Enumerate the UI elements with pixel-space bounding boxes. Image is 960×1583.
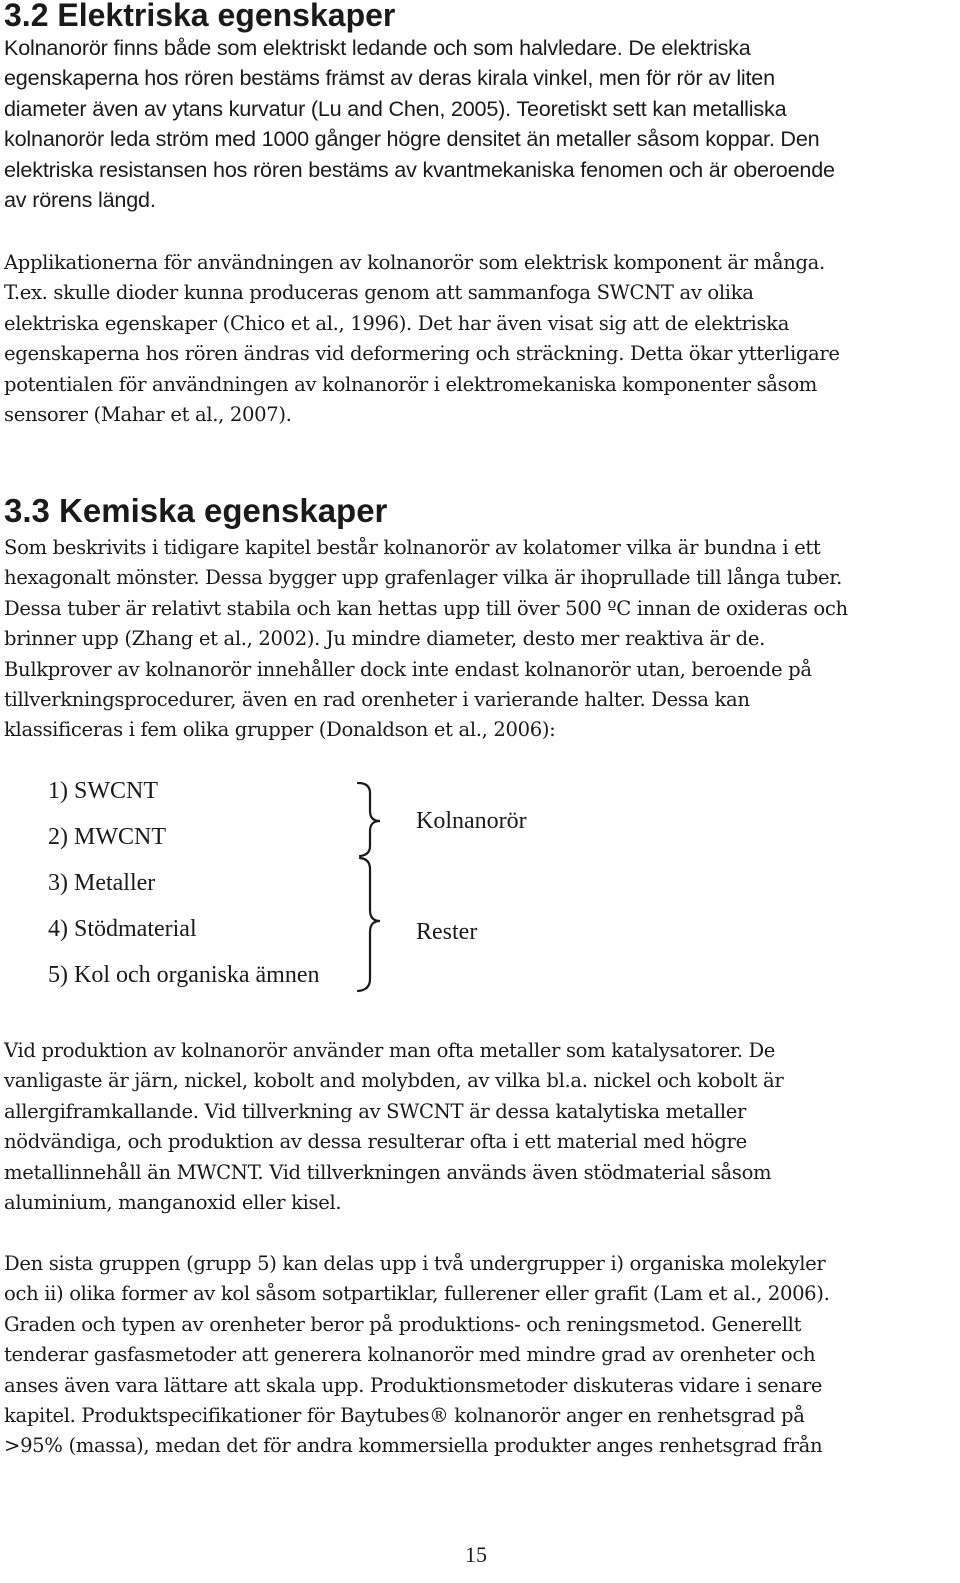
section-heading-electrical: 3.2 Elektriska egenskaper	[4, 0, 396, 33]
text-line: T.ex. skulle dioder kunna produceras genom att sammanfoga SWCNT av olika	[4, 281, 754, 305]
text-line: och ii) olika former av kol såsom sotpartiklar, fullerener eller grafit (Lam et al., 2006).	[4, 1282, 830, 1306]
paragraph-electrical-2	[4, 248, 840, 430]
brace-kolnanoror	[358, 783, 380, 856]
text-line: egenskaperna hos rören bestäms främst av deras kirala vinkel, men för rör av liten	[4, 65, 775, 91]
list-item: 4) Stödmaterial	[48, 916, 197, 942]
group-label-rester: Rester	[416, 919, 478, 945]
text-line: Bulkprover av kolnanorör innehåller dock inte endast kolnanorör utan, beroende på	[4, 657, 812, 681]
text-line: potentialen för användningen av kolnanorör i elektromekaniska komponenter såsom	[4, 372, 818, 396]
text-line: elektriska egenskaper (Chico et al., 1996). Det har även visat sig att de elektriska	[4, 311, 790, 335]
brace-rester	[358, 858, 380, 991]
paragraph-chemical-3	[4, 1249, 829, 1462]
text-line: Applikationerna för användningen av kolnanorör som elektrisk komponent är många.	[4, 251, 825, 274]
text-line: aluminium, manganoxid eller kisel.	[4, 1190, 342, 1214]
text-line: allergiframkallande. Vid tillverkning av SWCNT är dessa katalytiska metaller	[4, 1099, 747, 1123]
text-line: klassificeras i fem olika grupper (Donaldson et al., 2006):	[4, 718, 556, 742]
text-line: tenderar gasfasmetoder att generera kolnanorör med mindre grad av orenheter och	[4, 1343, 816, 1367]
text-line: Graden och typen av orenheter beror på produktions- och reningsmetod. Generellt	[4, 1312, 802, 1336]
text-line: brinner upp (Zhang et al., 2002). Ju mindre diameter, desto mer reaktiva är de.	[4, 627, 765, 651]
text-line: Kolnanorör finns både som elektriskt ledande och som halvledare. De elektriska	[4, 35, 751, 60]
text-line: anses även vara lättare att skala upp. Produktionsmetoder diskuteras vidare i senare	[4, 1373, 823, 1397]
text-line: kapitel. Produktspecifikationer för Baytubes® kolnanorör anger en renhetsgrad på	[4, 1403, 805, 1427]
text-line: metallinnehåll än MWCNT. Vid tillverkningen används även stödmaterial såsom	[4, 1160, 772, 1184]
text-line: kolnanorör leda ström med 1000 gånger högre densitet än metaller såsom koppar. Den	[4, 126, 820, 152]
list-item: 5) Kol och organiska ämnen	[48, 962, 320, 988]
text-line: sensorer (Mahar et al., 2007).	[4, 402, 292, 426]
paragraph-chemical-1	[4, 533, 848, 746]
text-line: Dessa tuber är relativt stabila och kan hettas upp till över 500 ºC innan de oxideras och	[4, 596, 848, 620]
text-line: Som beskrivits i tidigare kapitel består kolnanorör av kolatomer vilka är bundna i ett	[4, 536, 821, 559]
list-item: 2) MWCNT	[48, 824, 166, 850]
page-number: 15	[465, 1542, 487, 1567]
text-line: egenskaperna hos rören ändras vid deformering och sträckning. Detta ökar ytterligare	[4, 342, 840, 366]
text-line: hexagonalt mönster. Dessa bygger upp grafenlager vilka är ihoprullade till långa tuber.	[4, 566, 843, 590]
text-line: Den sista gruppen (grupp 5) kan delas upp i två undergrupper i) organiska molekyler	[4, 1252, 826, 1275]
group-label-kolnanoror: Kolnanorör	[416, 808, 527, 834]
text-line: Vid produktion av kolnanorör använder man ofta metaller som katalysatorer. De	[4, 1039, 776, 1062]
text-line: nödvändiga, och produktion av dessa resulterar ofta i ett material med högre	[4, 1130, 747, 1154]
text-line: elektriska resistansen hos rören bestäms av kvantmekaniska fenomen och är oberoende	[4, 156, 835, 182]
text-line: >95% (massa), medan det för andra kommersiella produkter anges renhetsgrad från	[4, 1434, 823, 1458]
list-item: 3) Metaller	[48, 870, 156, 896]
paragraph-chemical-2	[4, 1036, 783, 1218]
text-line: av rörens längd.	[4, 186, 156, 212]
list-item: 1) SWCNT	[48, 778, 158, 804]
text-line: tillverkningsprocedurer, även en rad orenheter i varierande halter. Dessa kan	[4, 687, 750, 711]
paragraph-electrical-1	[4, 33, 835, 215]
text-line: vanligaste är järn, nickel, kobolt and molybden, av vilka bl.a. nickel och kobolt är	[4, 1069, 784, 1093]
impurity-groups-list	[48, 772, 320, 1002]
grouping-braces	[354, 780, 394, 995]
text-line: diameter även av ytans kurvatur (Lu and Chen, 2005). Teoretiskt sett kan metalliska	[4, 95, 787, 121]
section-heading-chemical: 3.3 Kemiska egenskaper	[4, 492, 388, 529]
